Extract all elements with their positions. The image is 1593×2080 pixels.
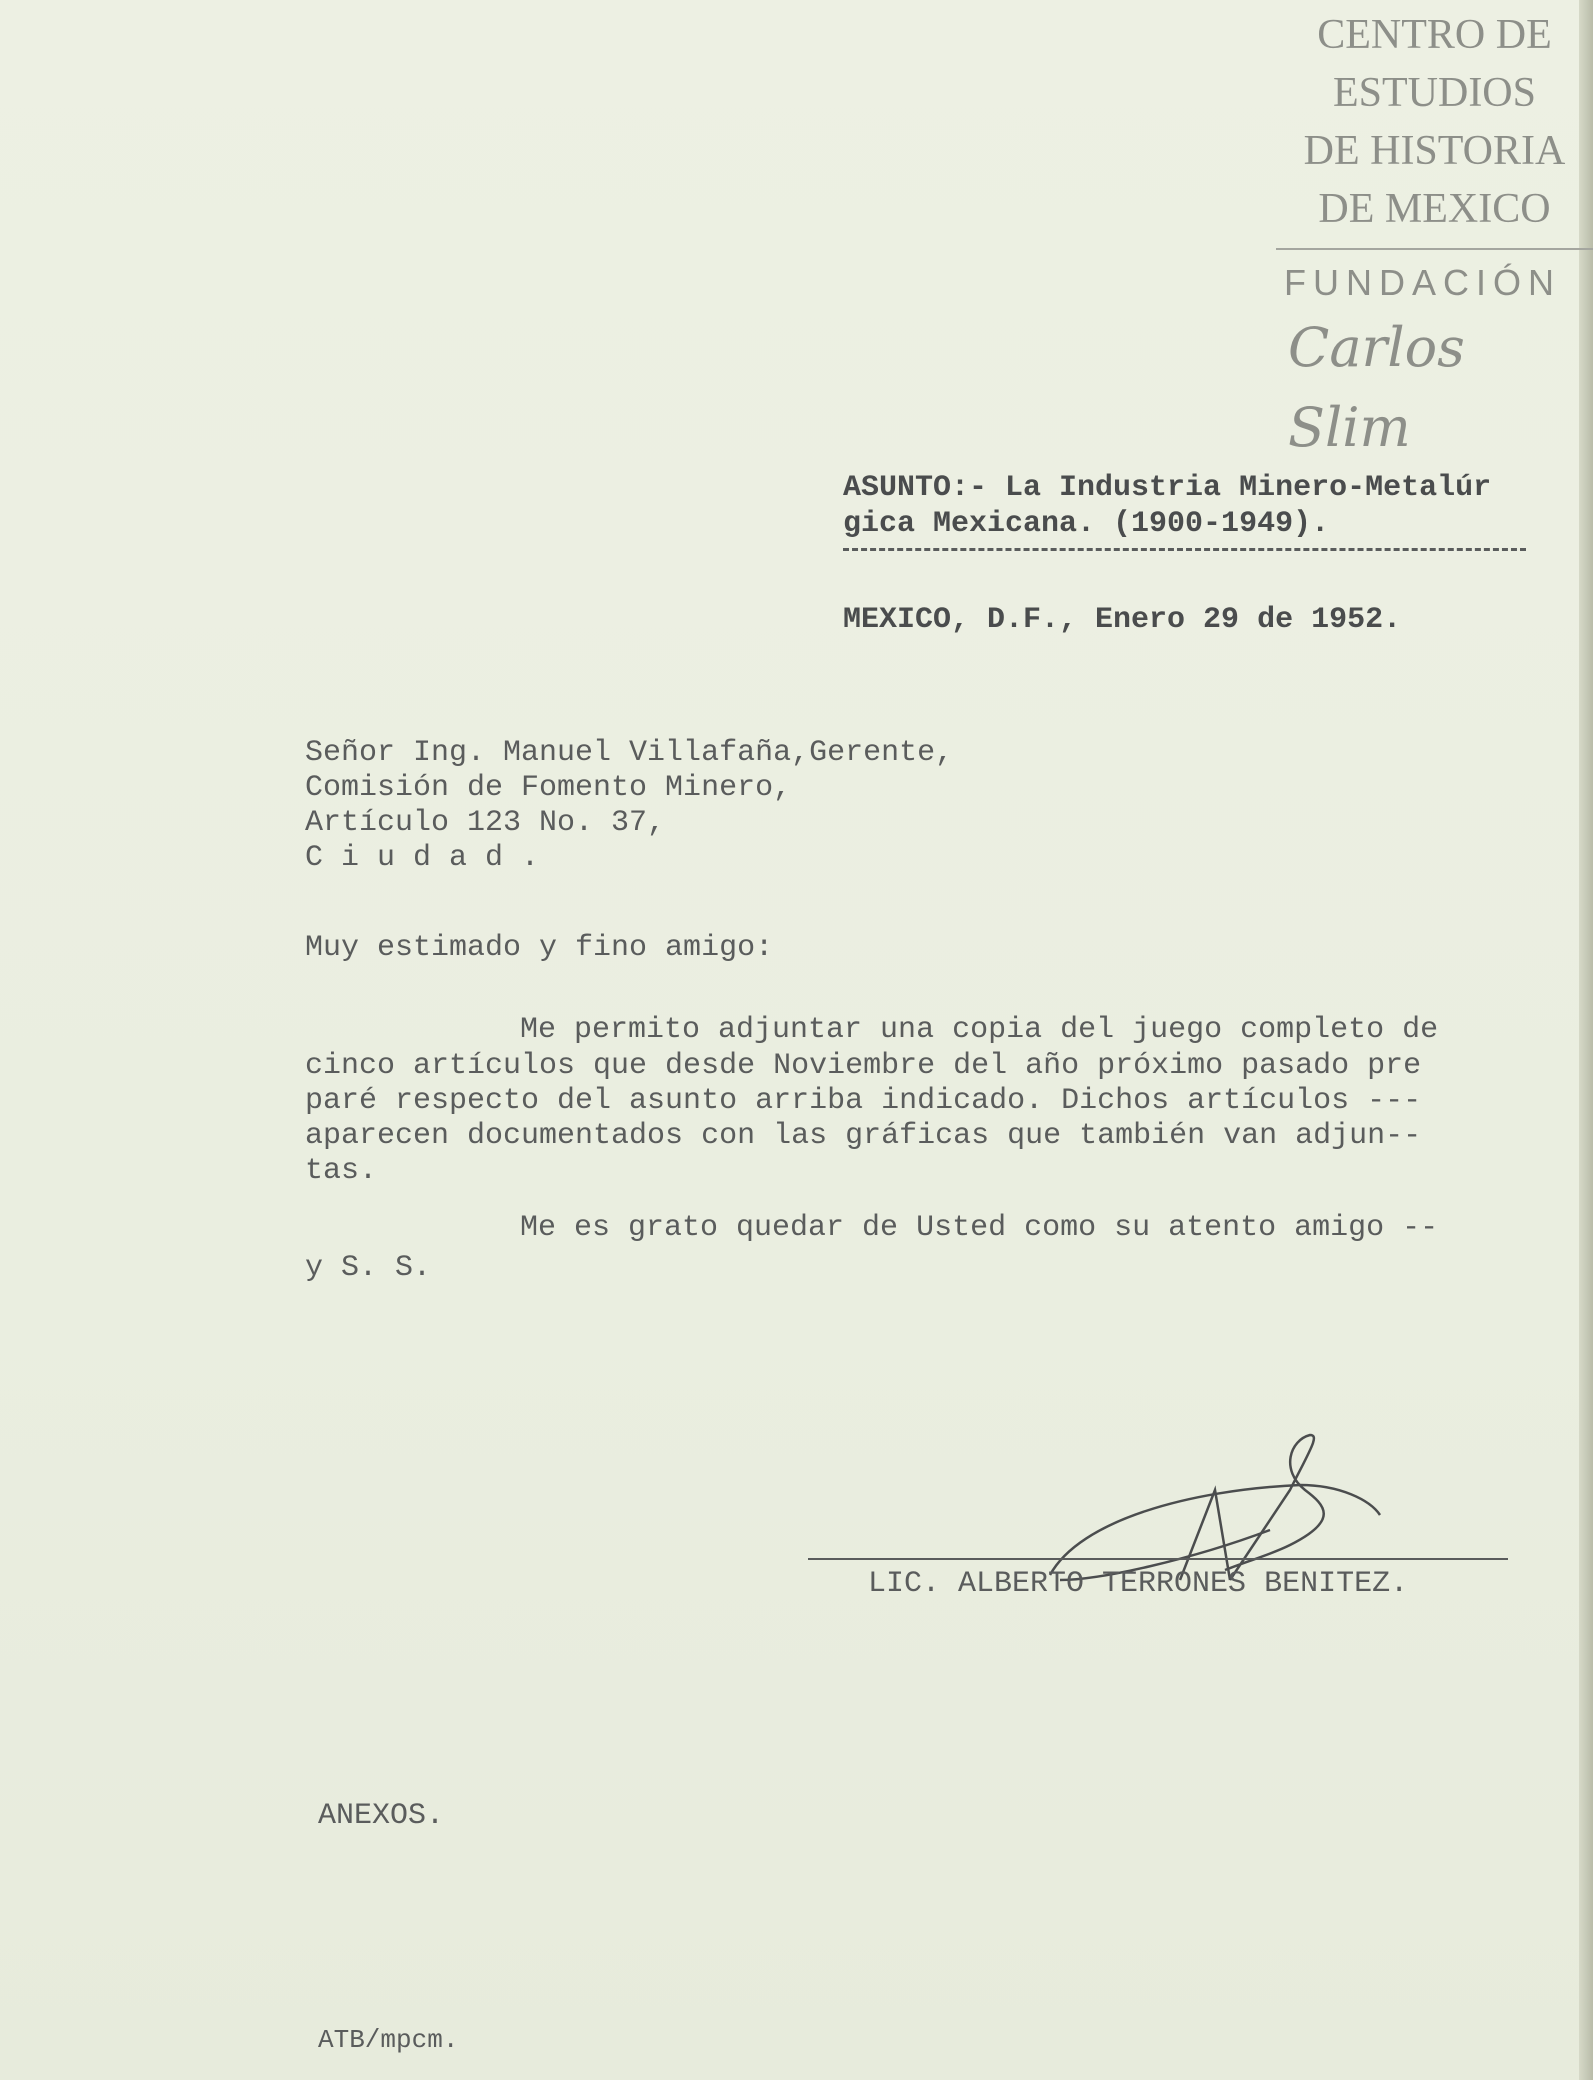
body-line-1: Me permito adjuntar una copia del juego completo de [520,1013,1439,1047]
body-line-3: paré respecto del asunto arriba indicado. Dichos artículos --- [305,1084,1422,1118]
recipient-line-3: Artículo 123 No. 37, [305,806,666,840]
stamp-signature-script: Carlos Slim [1288,316,1465,459]
stamp-line-1: CENTRO DE [1317,12,1552,58]
stamp-line-2: ESTUDIOS [1332,70,1536,116]
salutation: Muy estimado y fino amigo: [305,931,774,965]
signer-name: LIC. ALBERTO TERRONES BENITEZ. [868,1567,1409,1601]
stamp-line-4: DE MEXICO [1318,186,1551,232]
subject-underline [843,548,1526,551]
stamp-divider [1276,248,1593,250]
stamp-line-3: DE HISTORIA [1303,128,1566,174]
annex-note: ANEXOS. [318,1799,445,1833]
archive-stamp [1276,6,1593,468]
signature-line [808,1558,1508,1560]
reference-initials: ATB/mpcm. [318,2025,459,2055]
closing-line-2: y S. S. [305,1251,432,1285]
recipient-line-2: Comisión de Fomento Minero, [305,771,792,805]
recipient-line-4: C i u d a d . [305,841,540,875]
body-line-4: aparecen documentados con las gráficas que también van adjun-- [305,1119,1422,1153]
stamp-foundation: FUNDACIÓN [1284,262,1561,303]
subject-line-2: gica Mexicana. (1900-1949). [843,507,1330,541]
body-line-5: tas. [305,1154,378,1188]
body-line-2: cinco artículos que desde Noviembre del año próximo pasado pre [305,1049,1422,1083]
closing-line-1: Me es grato quedar de Usted como su atento amigo -- [520,1211,1439,1245]
subject-line-1: ASUNTO:- La Industria Minero-Metalúr [843,471,1492,505]
recipient-line-1: Señor Ing. Manuel Villafaña,Gerente, [305,736,954,770]
dateline: MEXICO, D.F., Enero 29 de 1952. [843,603,1402,637]
